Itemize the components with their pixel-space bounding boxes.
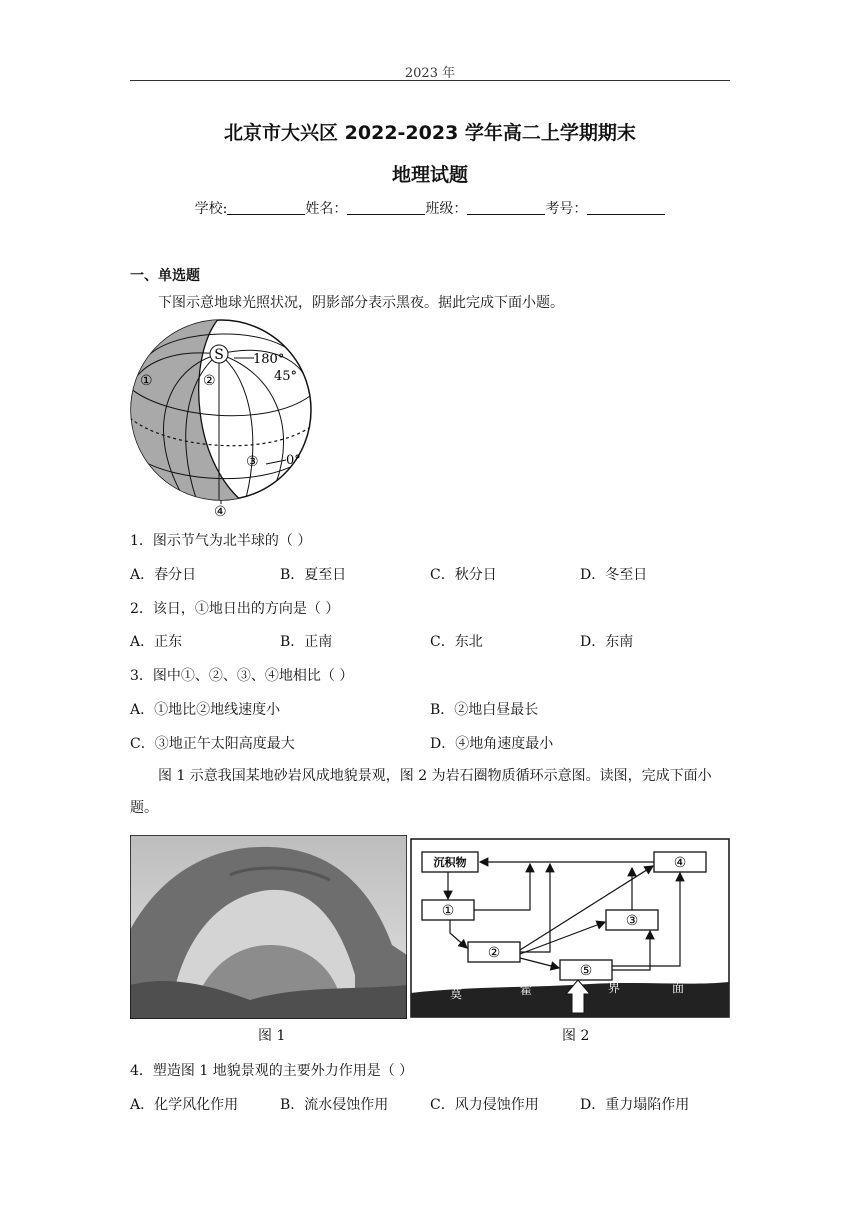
exam-subject: 地理试题 — [391, 164, 468, 186]
q3-option-c: C．③地正午太阳高度最大 — [130, 736, 295, 752]
header-rule — [130, 80, 730, 81]
q4-option-c: C．风力侵蚀作用 — [430, 1097, 539, 1113]
q1-option-a: A．春分日 — [130, 567, 197, 583]
box-5-label: ⑤ — [579, 963, 593, 979]
q3-option-a: A．①地比②地线速度小 — [130, 702, 281, 718]
box-4-label: ④ — [673, 855, 687, 871]
sediment-label: 沉积物 — [433, 856, 467, 869]
school-label: 学校: — [194, 201, 228, 217]
q2-option-d: D．东南 — [580, 634, 634, 650]
figure-2-caption: 图 2 — [562, 1028, 590, 1044]
q2-option-b: B．正南 — [280, 634, 333, 650]
name-label: 姓名： — [305, 201, 348, 217]
q4-option-a: A．化学风化作用 — [130, 1097, 239, 1113]
globe-illumination-figure — [126, 318, 316, 518]
section-title: 一、单选题 — [130, 268, 200, 284]
ground-char-1: 莫 — [450, 987, 463, 1001]
figure-1-caption: 图 1 — [258, 1028, 286, 1044]
q1-option-b: B．夏至日 — [280, 567, 347, 583]
class-label: 班级： — [425, 201, 468, 217]
question-1-stem: 1．图示节气为北半球的（ ） — [130, 533, 312, 549]
school-blank — [227, 200, 305, 215]
box-3-label: ③ — [625, 913, 639, 929]
exam-no-label: 考号： — [545, 201, 588, 217]
ground-char-4: 面 — [672, 981, 685, 995]
q3-option-d: D．④地角速度最小 — [430, 736, 554, 752]
ground-char-2: 霍 — [520, 983, 533, 997]
q4-option-d: D．重力塌陷作用 — [580, 1097, 690, 1113]
sandstone-arch-photo — [130, 835, 407, 1019]
marker-3: ③ — [246, 454, 259, 470]
page-header: 2023 年 — [404, 66, 456, 81]
marker-1: ① — [140, 373, 153, 389]
q3-option-b: B．②地白昼最长 — [430, 702, 539, 718]
question-2-stem: 2．该日，①地日出的方向是（ ） — [130, 601, 340, 617]
question-3-stem: 3．图中①、②、③、④地相比（ ） — [130, 668, 354, 684]
name-blank — [347, 200, 425, 215]
exam-title: 北京市大兴区 2022-2023 学年高二上学期期末 — [224, 122, 636, 144]
student-info-line — [0, 198, 860, 218]
q2-option-a: A．正东 — [130, 634, 183, 650]
rock-cycle-diagram — [410, 838, 730, 1018]
class-blank — [467, 200, 545, 215]
marker-4: ④ — [214, 504, 227, 518]
box-1-label: ① — [441, 903, 455, 919]
pole-label: S — [214, 347, 224, 363]
intro-paragraph-2: 图 1 示意我国某地砂岩风成地貌景观，图 2 为岩石圈物质循环示意图。读图，完成下面小题。 — [130, 768, 712, 816]
longitude-label: 180° — [253, 352, 285, 367]
intro-paragraph-1: 下图示意地球光照状况，阴影部分表示黑夜。据此完成下面小题。 — [158, 295, 564, 311]
q4-option-b: B．流水侵蚀作用 — [280, 1097, 389, 1113]
q1-option-c: C．秋分日 — [430, 567, 497, 583]
latitude-label: 45° — [274, 369, 298, 384]
q1-option-d: D．冬至日 — [580, 567, 648, 583]
q2-option-c: C．东北 — [430, 634, 483, 650]
exam-no-blank — [587, 200, 665, 215]
equator-label: 0° — [286, 453, 301, 468]
box-2-label: ② — [487, 945, 501, 961]
marker-2: ② — [203, 373, 216, 389]
question-4-stem: 4．塑造图 1 地貌景观的主要外力作用是（ ） — [130, 1063, 414, 1079]
ground-char-3: 界 — [608, 981, 621, 995]
